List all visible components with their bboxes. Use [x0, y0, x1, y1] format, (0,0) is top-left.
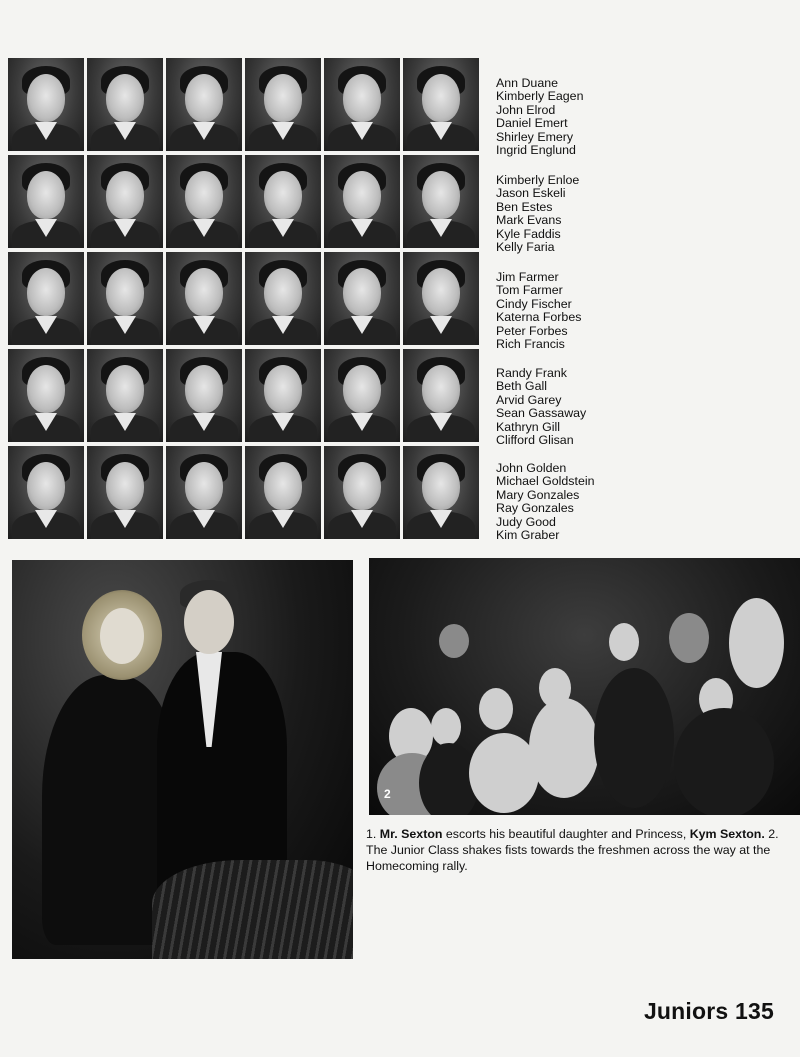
name-list-row-4: [496, 367, 636, 447]
student-name: Ingrid Englund: [496, 143, 576, 158]
student-name: Judy Good: [496, 514, 556, 529]
student-name: Kim Graber: [496, 528, 560, 543]
portrait-row-1: [8, 58, 484, 151]
student-name: Sean Gassaway: [496, 406, 587, 421]
student-name: Arvid Garey: [496, 392, 562, 407]
student-name: Kelly Faria: [496, 240, 555, 255]
student-name: Beth Gall: [496, 379, 547, 394]
student-portrait: [403, 446, 479, 539]
student-name: Kyle Faddis: [496, 226, 561, 241]
student-portrait: [245, 155, 321, 248]
student-name: Daniel Emert: [496, 116, 568, 131]
photo-caption: 1. Mr. Sexton escorts his beautiful daughter and Princess, Kym Sexton. 2. The Junior Class shakes fists towards the freshmen across the way at the Homecoming rally.: [366, 827, 779, 873]
student-portrait: [403, 58, 479, 151]
name-list-row-1: [496, 77, 636, 157]
student-portrait: [245, 252, 321, 345]
student-portrait: [166, 446, 242, 539]
photo-number: 2: [384, 787, 391, 801]
student-portrait: [166, 252, 242, 345]
student-name: Mark Evans: [496, 213, 562, 228]
student-portrait: [8, 349, 84, 442]
student-name: John Golden: [496, 461, 567, 475]
student-name: Kathryn Gill: [496, 419, 561, 434]
student-name: Jason Eskeli: [496, 186, 566, 201]
student-portrait: [87, 349, 163, 442]
student-portrait: [8, 58, 84, 151]
student-name: Tom Farmer: [496, 283, 563, 298]
student-portrait: [245, 446, 321, 539]
name-list-row-5: [496, 462, 636, 542]
student-name: Clifford Glisan: [496, 433, 574, 448]
page-folio: [644, 998, 774, 1025]
photo-junior-class-rally: [369, 558, 800, 815]
student-portrait: [403, 349, 479, 442]
name-list-row-2: [496, 174, 636, 254]
student-portrait: [8, 446, 84, 539]
student-name: Michael Goldstein: [496, 474, 595, 489]
student-portrait: [324, 446, 400, 539]
student-portrait: [166, 349, 242, 442]
portrait-row-3: [8, 252, 484, 345]
student-name: John Elrod: [496, 102, 556, 117]
student-name: Ben Estes: [496, 199, 553, 214]
student-portrait: [324, 155, 400, 248]
student-portrait: [8, 155, 84, 248]
portrait-grid: [8, 58, 484, 543]
student-portrait: [324, 349, 400, 442]
portrait-row-5: [8, 446, 484, 539]
section-title: Juniors: [643, 998, 729, 1024]
student-portrait: [87, 155, 163, 248]
student-name: Katerna Forbes: [496, 310, 582, 325]
page-number: 135: [735, 998, 774, 1024]
student-name: Rich Francis: [496, 337, 565, 352]
student-name: Randy Frank: [496, 366, 567, 380]
portrait-row-4: [8, 349, 484, 442]
student-portrait: [245, 349, 321, 442]
student-portrait: [166, 58, 242, 151]
student-portrait: [403, 252, 479, 345]
student-name: Shirley Emery: [496, 129, 574, 144]
portrait-row-2: [8, 155, 484, 248]
student-portrait: [87, 252, 163, 345]
student-portrait: [166, 155, 242, 248]
student-portrait: [403, 155, 479, 248]
student-portrait: [87, 446, 163, 539]
student-name: Ann Duane: [496, 76, 559, 90]
student-portrait: [245, 58, 321, 151]
student-name: Mary Gonzales: [496, 487, 580, 502]
student-name: Ray Gonzales: [496, 501, 574, 516]
student-name: Kimberly Enloe: [496, 173, 580, 187]
student-portrait: [87, 58, 163, 151]
student-portrait: [324, 252, 400, 345]
student-portrait: [8, 252, 84, 345]
photo-father-and-princess: [12, 560, 353, 959]
student-name: Kimberly Eagen: [496, 89, 584, 104]
student-portrait: [324, 58, 400, 151]
name-list-row-3: [496, 271, 636, 351]
student-name: Peter Forbes: [496, 323, 568, 338]
student-name: Jim Farmer: [496, 270, 559, 284]
student-name: Cindy Fischer: [496, 296, 572, 311]
